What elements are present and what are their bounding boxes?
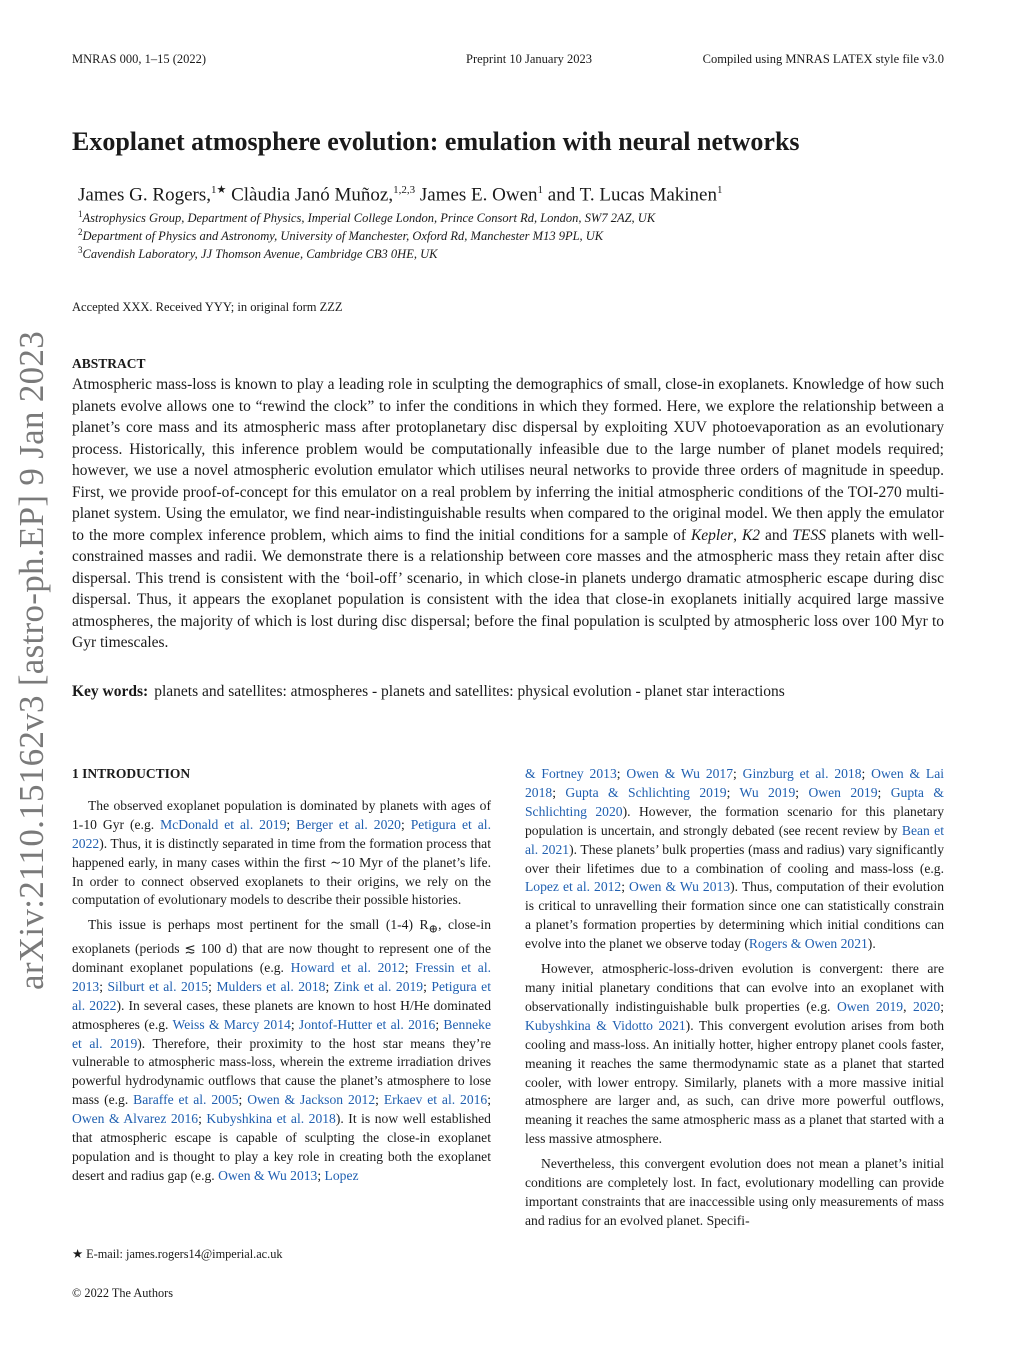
accepted-line: Accepted XXX. Received YYY; in original form ZZZ — [72, 300, 343, 314]
compile-note: Compiled using MNRAS LATEX style file v3.0 — [702, 52, 944, 66]
intro-paragraph-2: This issue is perhaps most pertinent for the small (1-4) $R_\oplus$, close-in exoplanets (periods ≲ 100 d) that are now thought to represent one of the dominant exoplanet populations (e.g. Howard et al. 2012; Fressin et al. 2013; Silburt et al. 2015; Mulders et al. 2018; Zink et al. 2019; Petigura et al. 2022). In several cases, these planets are known to host H/He dominated atmospheres (e.g. Weiss & Marcy 2014; Jontof-Hutter et al. 2016; Benneke et al. 2019). Therefore, their proximity to the host star means they’re vulnerable to atmospheric mass-loss, wherein the extreme irradiation drives powerful hydrodynamic outflows that cause the planet’s atmosphere to lose mass (e.g. Baraffe et al. 2005; Owen & Jackson 2012; Erkaev et al. 2016; Owen & Alvarez 2016; Kubyshkina et al. 2018). It is now well established that atmospheric escape is capable of sculpting the close-in exoplanet population and is thought to play a key role in creating both the exoplanet desert and radius gap (e.g. Owen & Wu 2013; Lopez — [72, 917, 492, 1183]
section-heading: 1 INTRODUCTION — [72, 766, 191, 781]
affiliation-1: $^1$Astrophysics Group, Department of Physics, Imperial College London, Prince Consort Rd, London, SW7 2AZ, UK — [78, 209, 656, 226]
journal-reference: MNRAS 000, 1–15 (2022) — [72, 52, 207, 66]
affiliation-3: $^3$Cavendish Laboratory, JJ Thomson Avenue, Cambridge CB3 0HE, UK — [78, 245, 438, 262]
intro-paragraph-1: The observed exoplanet population is dominated by planets with ages of 1-10 Gyr (e.g. McDonald et al. 2019; Berger et al. 2020; Petigura et al. 2022). Thus, it is distinctly separated in time from the formation process that happened early, in many cases within the first ∼10 Myr of the planet’s life. In order to connect observed exoplanets to their origins, we rely on the computation of evolutionary models to describe their possible histories. — [72, 797, 491, 908]
keywords-text: planets and satellites: atmospheres - planets and satellites: physical evolution - planet star interactions — [154, 683, 785, 700]
paper-title: Exoplanet atmosphere evolution: emulation with neural networks — [72, 127, 800, 156]
abstract-text: Atmospheric mass-loss is known to play a leading role in sculpting the demographics of small, close-in exoplanets. Knowledge of how such planets evolve allows one to “rewind the clock” to infer the conditions in which they formed. Here, we explore the relationship between a planet’s core mass and its atmospheric mass after protoplanetary disc dispersal by exploiting XUV photoevaporation as an evolutionary process. Historically, this inference problem would be computationally infeasible due to the large number of planet models required; however, we use a novel atmospheric evolution emulator which utilises neural networks to provide three orders of magnitude in speedup. First, we provide proof-of-concept for this emulator on a real problem by inferring the initial atmospheric conditions of the TOI-270 multi-planet system. Using the emulator, we find near-indistinguishable results when compared to the original model. We then apply the emulator to the more complex inference problem, which aims to find the initial conditions for a sample of Kepler, K2 and TESS planets with well-constrained masses and radii. We demonstrate there is a relationship between core masses and the atmospheric mass they retain after disc dispersal. This trend is consistent with the ‘boil-off’ scenario, in which close-in planets undergo dramatic atmospheric escape during disc dispersal. Thus, it appears the exoplanet population is consistent with the idea that close-in exoplanets initially acquired large massive atmospheres, the majority of which is lost during disc dispersal; before the final population is sculpted by atmospheric loss over 100 Myr to Gyr timescales. — [72, 376, 945, 651]
arxiv-side-stamp: arXiv:2110.15162v3 [astro-ph.EP] 9 Jan 2023 — [12, 330, 51, 990]
abstract-heading: ABSTRACT — [72, 356, 146, 371]
left-column — [72, 765, 491, 1186]
preprint-date: Preprint 10 January 2023 — [466, 52, 593, 66]
intro-paragraph-2-continued: & Fortney 2013; Owen & Wu 2017; Ginzburg et al. 2018; Owen & Lai 2018; Gupta & Schlichting 2019; Wu 2019; Owen 2019; Gupta & Schlichting 2020). However, the formation scenario for this planetary population is uncertain, and strongly debated (see recent review by Bean et al. 2021). These planets’ bulk properties (mass and radius) vary significantly over their lifetimes due to a combination of cooling and mass-loss (e.g. Lopez et al. 2012; Owen & Wu 2013). Thus, computation of their evolution is critical to unravelling their formation since one can statistically constrain a planet’s formation properties by determining which initial conditions can evolve into the planet we observe today (Rogers & Owen 2021). — [525, 766, 945, 952]
running-header — [72, 52, 944, 70]
keywords-line — [72, 681, 944, 702]
keywords-label: Key words: — [72, 683, 149, 700]
intro-paragraph-4: Nevertheless, this convergent evolution does not mean a planet’s initial conditions are completely lost. In fact, evolutionary modelling can provide important constraints that are inaccessible using only measurements of mass and radius for an evolved planet. Specifi- — [525, 1156, 944, 1228]
copyright-line: © 2022 The Authors — [72, 1286, 173, 1300]
affiliation-2: $^2$Department of Physics and Astronomy, University of Manchester, Oxford Rd, Manchester M13 9PL, UK — [78, 227, 604, 244]
intro-paragraph-3: However, atmospheric-loss-driven evolution is convergent: there are many initial planetary conditions that can evolve into an exoplanet with observationally indistinguishable bulk properties (e.g. Owen 2019, 2020; Kubyshkina & Vidotto 2021). This convergent evolution arises from both cooling and mass-loss. An initially hotter, higher entropy planet cools faster, meaning it reaches the same thermodynamic state as a planet that started cooler, with lower entropy. Similarly, planets with a more massive initial atmosphere are larger and, as such, can drive more powerful outflows, meaning it reaches the same atmospheric mass as a planet that started with a less massive atmosphere. — [525, 961, 944, 1147]
right-column — [525, 765, 944, 1231]
footnote-email: ★ E-mail: james.rogers14@imperial.ac.uk — [72, 1247, 283, 1261]
author-list: James G. Rogers,$^{1★}$ Clàudia Janó Muñoz,$^{1,2,3}$ James E. Owen$^1$ and T. Lucas Makinen$^1$ — [78, 184, 723, 206]
